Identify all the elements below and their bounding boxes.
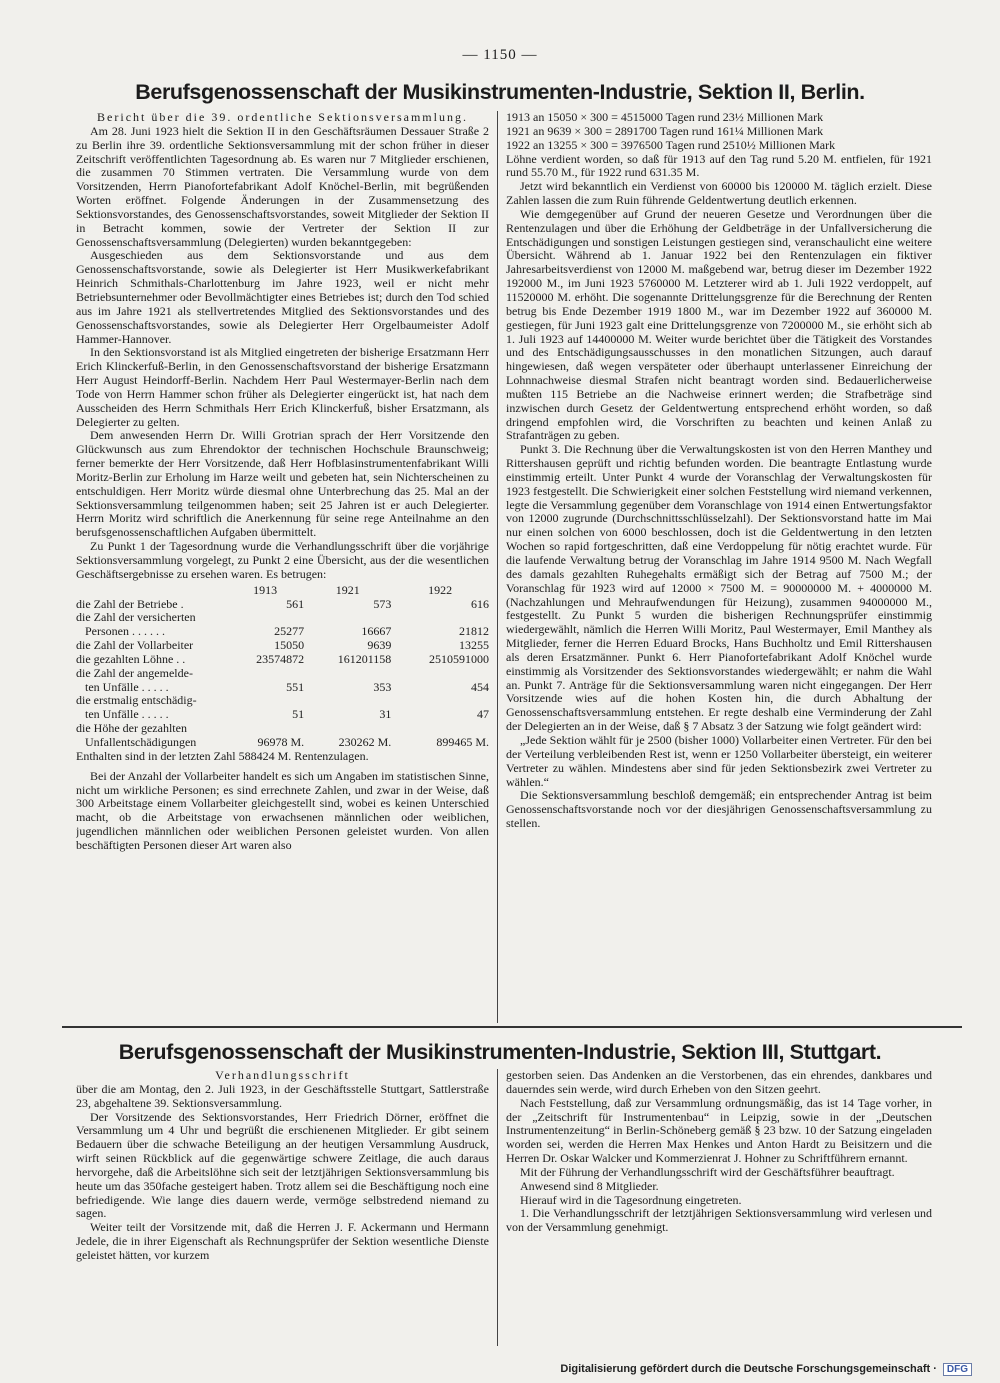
value-1921 — [304, 694, 391, 708]
value-1922 — [391, 667, 489, 681]
table-row — [76, 625, 489, 639]
year-1913: 1913 — [253, 582, 278, 597]
row-label: die Zahl der Betriebe . — [76, 596, 184, 611]
right-paragraphs — [506, 153, 932, 831]
left-paragraphs-b — [76, 770, 489, 853]
table-row — [76, 736, 489, 750]
paragraph: Anwesend sind 8 Mitglieder. — [520, 1178, 659, 1193]
table-row — [76, 598, 489, 612]
table-row — [76, 681, 489, 695]
paragraph: Jetzt wird bekanntlich ein Verdienst von 60000 bis 120000 M. täglich erzielt. Diese Zahlen lassen die zum Ruin führende Geldentwertung deutlich erkennen. — [506, 179, 932, 208]
year-1921: 1921 — [335, 582, 360, 597]
paragraph: Nach Feststellung, daß zur Versammlung ordnungsmäßig, das ist 14 Tage vorher, in der „Zeitschrift für Instrumentenbau“ in Leipzig, sowie in der „Deutschen Instrumentenzeitung“ in Berlin-Schöneberg gemäß § 23 bzw. 10 der Satzung eingeladen worden sei, werden die Herren Max Henkes und Anton Hardt zu Beisitzern und die Herren Dr. Oskar Walcker und Kommerzienrat J. Hohner zu Schriftführern ernannt. — [506, 1095, 932, 1166]
value-1922 — [391, 722, 489, 736]
paragraph: 1. Die Verhandlungsschrift der letztjährigen Sektionsversammlung wird verlesen und von der Versammlung genehmigt. — [506, 1206, 932, 1235]
value-1913 — [226, 611, 304, 625]
digitization-credit — [560, 1363, 972, 1376]
minutes-subtitle: Verhandlungsschrift — [215, 1069, 350, 1082]
paragraph: Zu Punkt 1 der Tagesordnung wurde die Verhandlungsschrift über die vorjährige Sektionsversammlung vorgelegt, zu Punkt 2 eine Übersicht, aus der die wesentlichen Geschäftsergebnisse zu ersehen waren. Es betrugen: — [76, 539, 489, 581]
value-1913: 25277 — [274, 624, 305, 639]
paragraph: Am 28. Juni 1923 hielt die Sektion II in den Geschäftsräumen Dessauer Straße 2 zu Berlin ihre 39. ordentliche Sektionsversammlung mit der schon früher in dieser Zeitschrift veröffentlichten Tagesordnung ab. Es waren nur 7 Mitglieder erschienen, die zusammen 70 Stimmen vertraten. Die Versammlung wurde von dem Vorsitzenden, Herrn Pianofortefabrikant Adolf Knöchel-Berlin, mit begrüßenden Worten eröffnet. Folgende Änderungen in der Zusammensetzung des Sektionsvorstandes, des Genossenschaftsvorstandes, soweit Mitglieder der Sektion II in Betracht kommen, sowie der Vertreter der Sektion II zur Genossenschaftsversammlung (Delegierten) wurden bekanntgegeben: — [76, 123, 489, 249]
value-1913 — [226, 722, 304, 736]
table-row — [76, 722, 489, 736]
paragraph: „Jede Sektion wählt für je 2500 (bisher 1000) Vollarbeiter einen Vertreter. Für den bei der Verteilung verbleibenden Rest ist, wenn er 1250 Vollarbeiter übersteigt, ein weiterer Vertreter zu wählen. Mindestens aber sind für jeden Sektionsbezirk zwei Vertreter zu wählen.“ — [506, 732, 932, 789]
section-iii-right-column — [506, 1069, 932, 1346]
calculation-line: 1922 an 13255 × 300 = 3976500 Tagen rund 2510½ Millionen Mark — [506, 137, 836, 152]
value-1921: 16667 — [361, 624, 392, 639]
year-1922: 1922 — [428, 582, 453, 597]
value-1921: 161201158 — [337, 651, 392, 666]
credit-text: Digitalisierung gefördert durch die Deutsche Forschungsgemeinschaft · — [560, 1363, 937, 1375]
paragraph: gestorben seien. Das Andenken an die Verstorbenen, das ein ehrendes, dankbares und dauerndes sein werde, wird durch Erheben von den Sitzen geehrt. — [506, 1069, 932, 1096]
table-row — [76, 639, 489, 653]
value-1913: 96978 M. — [257, 734, 305, 749]
value-1921: 573 — [373, 596, 392, 611]
value-1913: 551 — [286, 679, 305, 694]
table-row — [76, 653, 489, 667]
table-row — [76, 667, 489, 681]
paragraph: Punkt 3. Die Rechnung über die Verwaltungskosten ist von den Herren Manthey und Rittershausen geprüft und richtig befunden worden. Die beantragte Entlastung wurde einstimmig erteilt. Unter Punkt 4 wurde der Voranschlag der Verwaltungskosten für 1923 festgestellt. Die Schwierigkeit einer solchen Feststellung wird niemand verkennen, legte die Versammlung gegenüber dem Voranschlage von 1914 einen Entwertungsfaktor von 12000 zugrunde (Durchschnittsschlüsselzahl). Der Sektionsvorstand hatte im Mai nur einen solchen von 6000 beschlossen, doch ist die Geldentwertung in den letzten Wochen so rapid fortgeschritten, daß eine Verdoppelung für nötig erachtet wurde. Für die laufende Verwaltung betrug der Voranschlag im Jahre 1914 9500 M. Nach Wegfall des damals gezahlten Ruhegehalts ermäßigt sich der Betrag auf 7500 M.; der Voranschlag für 1923 wird auf 12000 × 7500 M. = 90000000 M. + 4000000 M. (Nachzahlungen und Mehraufwendungen für Heizung), zusammen 94000000 M., festgestellt. Zu Punkt 5 wurden die bisherigen Rechnungsprüfer einstimmig wiedergewählt, nämlich die Herren Willi Moritz, Paul Westermayer, Emil Manthey als Mitglieder, ferner die Herren Eduard Brocks, Hans Buchholtz und Emil Rittershausen als deren Ersatzmänner. Punkt 6. Herr Pianofortefabrikant Adolf Knöchel wurde einstimmig als Vorsitzender des Sektionsvorstandes wiedergewählt; er nahm die Wahl an. Punkt 7. Anträge für die Sektionsversammlung waren nicht eingegangen. Der Herr Vorsitzende wies auf die hohen Kosten hin, die durch Abhaltung der Genossenschaftsversammlung entstehen. Er regte deshalb eine Verminderung der Zahl der Delegierten an in der Weise, daß § 7 Absatz 3 der Satzung wie folgt geändert wird: — [506, 442, 932, 734]
dfg-logo: DFG — [943, 1363, 972, 1376]
paragraph: Dem anwesenden Herrn Dr. Willi Grotrian sprach der Herr Vorsitzende den Glückwunsch aus zum Ehrendoktor der technischen Hochschule Braunschweig; ferner bemerkte der Herr Vorsitzende, daß Herr Hofblasinstrumentenfabrikant Willi Moritz-Berlin zur Erholung im Harze weilt und gebeten hat, sein Nichterscheinen zu entschuldigen. Herr Moritz würde diesmal ohne Unterbrechung das 25. Mal an der Sektionsversammlung teilgenommen haben; seit 25 Jahren ist er auch Delegierter. Herrn Moritz wird schriftlich die Anerkennung für seine rege Anteilnahme an den berufsgenossenschaftlichen Aufgaben übermittelt. — [76, 428, 489, 540]
value-1913: 23574872 — [256, 651, 305, 666]
table-footnote: Enthalten sind in der letzten Zahl 588424 M. Rentenzulagen. — [76, 748, 369, 763]
value-1922: 899465 M. — [436, 734, 489, 749]
paragraph: über die am Montag, den 2. Juli 1923, in der Geschäftsstelle Stuttgart, Sattlerstraße 23, abgehaltene 39. Sektionsversammlung. — [76, 1081, 489, 1110]
row-label: die gezahlten Löhne . . — [76, 651, 186, 666]
row-label: die Zahl der Vollarbeiter — [76, 638, 194, 653]
column-divider-lower — [497, 1069, 498, 1346]
paragraph: Ausgeschieden aus dem Sektionsvorstande und aus dem Genossenschaftsvorstande, sowie als Delegierter ist Herr Musikwerkefabrikant Heinrich Schmithals-Charlottenburg im Jahre 1923, weil er nicht mehr Betriebsunternehmer oder Bevollmächtigter eines Betriebes ist; durch den Tod schied aus im Jahre 1921 als stellvertretendes Mitglied des Sektionsvorstandes und des Genossenschaftsvorstandes, sowie als Delegierter Herr Orgelbaumeister Adolf Hammer-Hannover. — [76, 248, 489, 346]
section-ii-right-column — [506, 111, 932, 1023]
value-1913 — [226, 667, 304, 681]
row-label: die Höhe der gezahlten — [76, 721, 187, 736]
table-row — [76, 708, 489, 722]
row-label: die Zahl der versicherten — [76, 610, 196, 625]
value-1921: 31 — [379, 707, 392, 722]
value-1922 — [391, 694, 489, 708]
section-ii-left-column — [76, 111, 489, 1023]
value-1921: 9639 — [367, 638, 392, 653]
value-1921 — [304, 667, 391, 681]
paragraph: Der Vorsitzende des Sektionsvorstandes, Herr Friedrich Dörner, eröffnet die Versammlung um 4 Uhr und begrüßt die erschienenen Mitglieder. Er gibt seinem Bedauern über die schwache Beteiligung an der heutigen Versammlung Ausdruck, wirft seinen Rückblick auf die gegenwärtige schwere Zeitlage, die auch daraus hervorgehe, daß die Arbeitslöhne sich seit der letztjährigen Sektionsversammlung bis heute um das 350fache gesteigert haben. Trotz allem sei die Beschäftigung noch eine befriedigende. Wie lange dies dauern werde, vermöge selbstredend niemand zu sagen. — [76, 1109, 489, 1221]
section-iii-right-paragraphs — [506, 1069, 932, 1235]
section-iii-left-paragraphs — [76, 1083, 489, 1263]
value-1913 — [226, 694, 304, 708]
page-number: — 1150 — — [462, 47, 538, 63]
value-1922: 21812 — [459, 624, 489, 639]
paragraph: Löhne verdient worden, so daß für 1913 auf den Tag rund 5.20 M. entfielen, für 1921 rund 55.70 M., für 1922 rund 631.35 M. — [506, 151, 932, 180]
value-1922: 47 — [477, 707, 489, 722]
paragraph: In den Sektionsvorstand ist als Mitglied eingetreten der bisherige Ersatzmann Herr Erich Klinckerfuß-Berlin, in den Genossenschaftsvorstand der bisherige Ersatzmann Herr August Heindorff-Berlin. Nachdem Herr Paul Westermayer-Berlin nach dem Tode von Herrn Hammer schon früher als Delegierter eingerückt ist, hat nach dem Ausscheiden des Herrn Schmithals Herr Erich Klinckerfuß, bisher Ersatzmann, als Delegierter zu gelten. — [76, 345, 489, 429]
value-1913: 561 — [286, 596, 305, 611]
paragraph: Weiter teilt der Vorsitzende mit, daß die Herren J. F. Ackermann und Hermann Jedele, die in ihrer Eigenschaft als Rechnungsprüfer der Sektion wesentliche Dienste geleistet hätten, vor kurzem — [76, 1220, 489, 1262]
value-1921 — [304, 611, 391, 625]
value-1922: 2510591000 — [429, 651, 489, 666]
paragraph: Die Sektionsversammlung beschloß demgemäß; ein entsprechender Antrag ist beim Genossenschaftsvorstande noch vor der diesjährigen Genossenschaftsversammlung zu stellen. — [506, 788, 932, 831]
value-1922: 13255 — [459, 638, 489, 653]
paragraph: Mit der Führung der Verhandlungsschrift wird der Geschäftsführer beauftragt. — [520, 1164, 895, 1179]
section-separator-rule — [62, 1026, 962, 1028]
row-label: die Zahl der angemelde- — [76, 665, 193, 680]
table-row — [76, 611, 489, 625]
column-divider-upper — [497, 111, 498, 1023]
value-1922 — [391, 611, 489, 625]
value-1922: 616 — [471, 596, 489, 611]
paragraph: Hierauf wird in die Tagesordnung eingetreten. — [520, 1192, 742, 1207]
value-1921 — [304, 722, 391, 736]
statistics-table — [76, 584, 489, 750]
section2-berlin-heading: Berufsgenossenschaft der Musikinstrumenten-Industrie, Sektion II, Berlin. — [135, 80, 865, 104]
value-1921: 230262 M. — [338, 734, 392, 749]
section3-stuttgart-heading: Berufsgenossenschaft der Musikinstrumenten-Industrie, Sektion III, Stuttgart. — [118, 1040, 882, 1064]
value-1921: 353 — [373, 679, 392, 694]
report-subtitle: Bericht über die 39. ordentliche Sektionsversammlung. — [97, 111, 468, 124]
section-iii-left-column — [76, 1069, 489, 1346]
row-label: ten Unfälle . . . . . — [76, 679, 169, 694]
value-1922: 454 — [471, 679, 489, 694]
paragraph: Wie demgegenüber auf Grund der neueren Gesetze und Verordnungen über die Rentenzulagen und über die Erhöhung der Geldbeträge in der Unfallversicherung die Entschädigungen und sonstigen Leistungen gestiegen sind, veranschaulicht eine weitere Übersicht. Während ab 1. Januar 1922 bei den Rentenzulagen ein fiktiver Jahresarbeitsverdienst von 12000 M. maßgebend war, betrug dieser im Dezember 1922 192000 M., im Juni 1923 5760000 M. Letzterer wird ab 1. Juli 1922 verdoppelt, auf 11520000 M. erhöht. Die sogenannte Drittelungsgrenze für die Berechnung der Renten betrug bis Ende Dezember 1919 1800 M., war im Dezember 1922 auf 360000 M. gestiegen, für Juni 1923 galt eine Drittelungsgrenze von 7200000 M., sie erhöht sich ab 1. Juli 1923 auf 14400000 M. Weiter wurde berichtet über die Tätigkeit des Vorstandes und des Entschädigungsausschusses in den monatlichen Sitzungen, auch darauf hingewiesen, daß wegen verspäteter oder überhaupt unterlassener Einreichung der Lohnnachweise diesmal Strafen nicht beantragt worden sind. Bedauerlicherweise mußten 115 Betriebe an die Nachweise erinnert werden; die Strafbeträge sind inzwischen durch Gesetz der Geldentwertung entsprechend erhöht worden, so daß dringend empfohlen wird, die Vorschriften zu beachten und keinen Anlaß zu Strafanträgen zu geben. — [506, 206, 932, 443]
calculation-line: 1921 an 9639 × 300 = 2891700 Tagen rund 161¼ Millionen Mark — [506, 123, 824, 138]
calculation-line: 1913 an 15050 × 300 = 4515000 Tagen rund 23½ Millionen Mark — [506, 111, 824, 124]
row-label: Unfallentschädigungen — [76, 734, 197, 749]
value-1913: 15050 — [274, 638, 305, 653]
left-paragraphs-a — [76, 125, 489, 582]
row-label: Personen . . . . . . — [76, 624, 165, 639]
paragraph: Bei der Anzahl der Vollarbeiter handelt es sich um Angaben im statistischen Sinne, nicht um wirkliche Personen; es sind errechnete Zahlen, und zwar in der Weise, daß 300 Arbeitstage einem Vollarbeiter gleichgestellt sind, wobei es keinen Unterschied macht, ob die Arbeitstage von erwachsenen männlichen oder weiblichen, jugendlichen männlichen oder weiblichen Personen geleistet wurden. Von allen beschäftigten Personen dieser Art waren also — [76, 768, 489, 852]
row-label: ten Unfälle . . . . . — [76, 707, 169, 722]
value-1913: 51 — [292, 707, 305, 722]
calculation-lines — [506, 111, 932, 153]
row-label: die erstmalig entschädig- — [76, 693, 197, 708]
table-row — [76, 694, 489, 708]
